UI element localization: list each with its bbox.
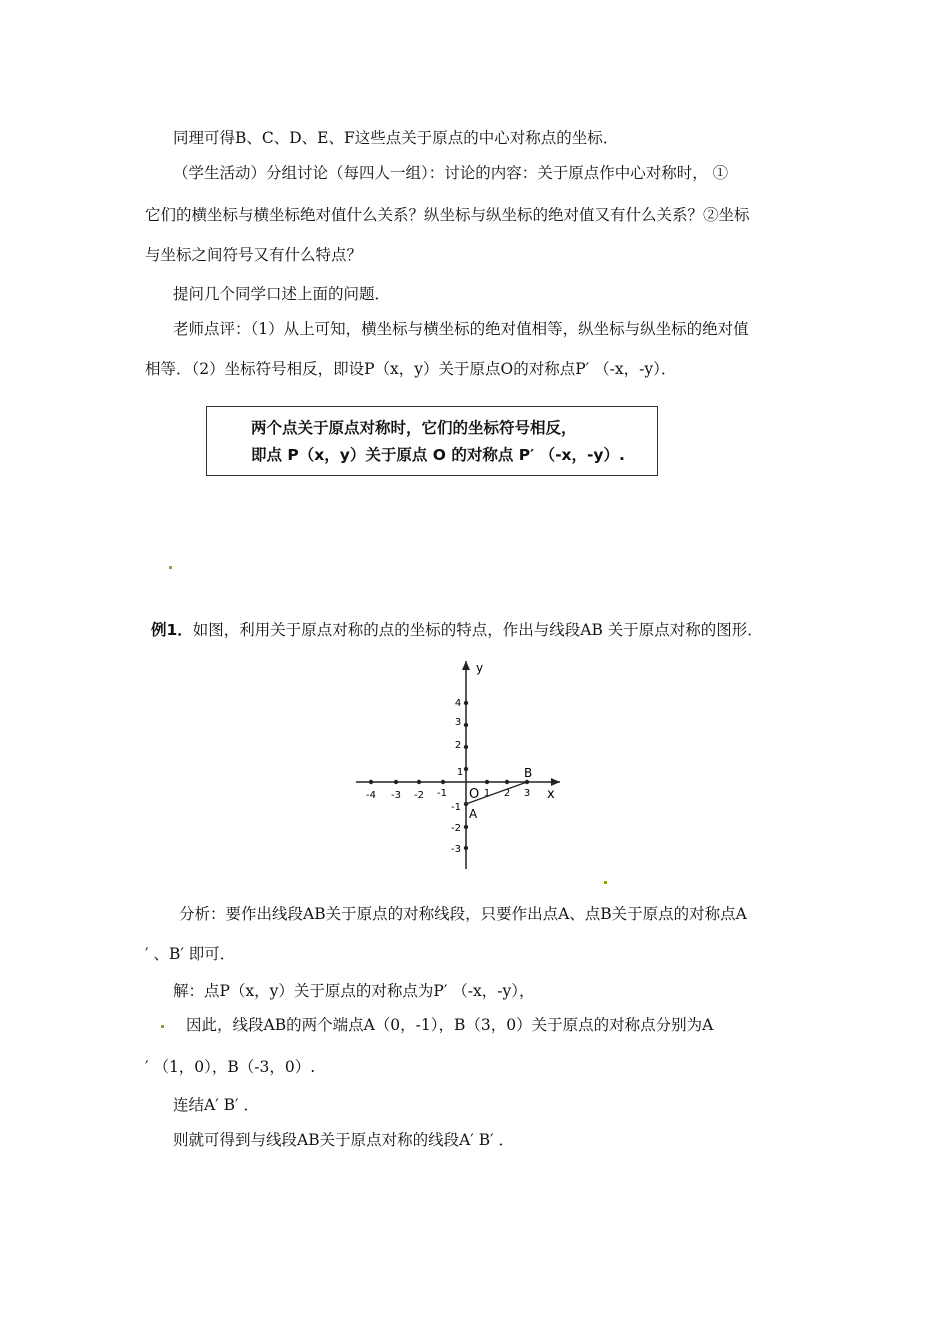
stray-dot xyxy=(169,566,172,569)
origin-label: O xyxy=(469,787,480,802)
paragraph-student-activity-line2: 它们的横坐标与横坐标绝对值什么关系？纵坐标与纵坐标的绝对值又有什么关系？②坐标 xyxy=(145,206,750,224)
x-tick-mark xyxy=(369,780,373,784)
example-text: 如图，利用关于原点对称的点的坐标的特点，作出与线段AB 关于原点对称的图形． xyxy=(192,621,763,639)
paragraph-symmetry-coordinates: 同理可得B、C、D、E、F这些点关于原点的中心对称点的坐标． xyxy=(173,129,619,147)
y-tick-label: 3 xyxy=(454,717,462,728)
example-label: 例1． xyxy=(151,621,193,639)
y-tick-label: 1 xyxy=(456,767,464,778)
x-tick-label: -3 xyxy=(391,790,401,801)
paragraph-teacher-comment-line2: 相等．（2）坐标符号相反，即设P（x，y）关于原点O的对称点P′ （-x，-y）． xyxy=(145,360,677,378)
solution-line2: 因此，线段AB的两个端点A（0，-1），B（3，0）关于原点的对称点分别为A xyxy=(186,1016,714,1034)
solution-line5: 则就可得到与线段AB关于原点对称的线段A′ B′ ． xyxy=(173,1131,515,1149)
point-a-marker xyxy=(464,802,468,806)
summary-line2: 即点 P（x，y）关于原点 O 的对称点 P′ （-x，-y）. xyxy=(251,446,625,464)
y-tick-mark xyxy=(464,825,468,829)
x-tick-mark xyxy=(505,780,509,784)
x-tick-label: 3 xyxy=(523,788,531,799)
x-axis-arrow xyxy=(551,778,560,786)
point-a-label: A xyxy=(469,807,478,821)
x-tick-label: -2 xyxy=(414,790,424,801)
summary-line1: 两个点关于原点对称时，它们的坐标符号相反， xyxy=(251,419,577,437)
example-1 xyxy=(151,620,763,640)
solution-line3: ′ （1，0），B（-3，0）. xyxy=(145,1058,316,1076)
coordinate-figure xyxy=(350,655,570,875)
paragraph-student-activity-line1: （学生活动）分组讨论（每四人一组）：讨论的内容：关于原点作中心对称时， ① xyxy=(173,164,729,182)
y-axis-arrow xyxy=(462,661,470,670)
y-tick-label: 4 xyxy=(454,698,462,709)
stray-dot xyxy=(161,1025,164,1028)
y-tick-mark xyxy=(464,701,468,705)
y-tick-label: 2 xyxy=(454,740,462,751)
stray-dot xyxy=(604,881,607,884)
y-tick-mark xyxy=(464,846,468,850)
point-b-marker xyxy=(525,780,529,784)
x-tick-mark xyxy=(417,780,421,784)
y-tick-mark xyxy=(464,723,468,727)
paragraph-student-activity-line3: 与坐标之间符号又有什么特点？ xyxy=(145,246,363,264)
y-tick-mark xyxy=(464,767,468,771)
paragraph-teacher-comment-line1: 老师点评：（1）从上可知，横坐标与横坐标的绝对值相等，纵坐标与纵坐标的绝对值 xyxy=(173,320,749,338)
x-tick-label: 2 xyxy=(503,788,511,799)
solution-line4: 连结A′ B′ ． xyxy=(173,1096,259,1114)
y-tick-label: -1 xyxy=(451,802,461,813)
x-tick-label: -1 xyxy=(437,788,447,799)
x-tick-label: -4 xyxy=(366,790,376,801)
x-tick-mark xyxy=(485,780,489,784)
y-tick-mark xyxy=(464,745,468,749)
y-tick-label: -3 xyxy=(451,844,461,855)
x-tick-mark xyxy=(394,780,398,784)
analysis-line2: ′ 、B′ 即可． xyxy=(145,945,236,963)
y-tick-label: -2 xyxy=(451,823,461,834)
y-axis-label: y xyxy=(476,661,484,675)
x-tick-mark xyxy=(441,780,445,784)
x-tick-label: 1 xyxy=(483,788,491,799)
x-axis-label: x xyxy=(547,787,555,802)
paragraph-question: 提问几个同学口述上面的问题． xyxy=(173,285,391,303)
analysis-line1: 分析：要作出线段AB关于原点的对称线段，只要作出点A、点B关于原点的对称点A xyxy=(179,905,747,923)
point-b-label: B xyxy=(524,766,533,780)
summary-box xyxy=(206,406,658,476)
solution-line1: 解：点P（x，y）关于原点的对称点为P′ （-x，-y）， xyxy=(173,982,535,1000)
